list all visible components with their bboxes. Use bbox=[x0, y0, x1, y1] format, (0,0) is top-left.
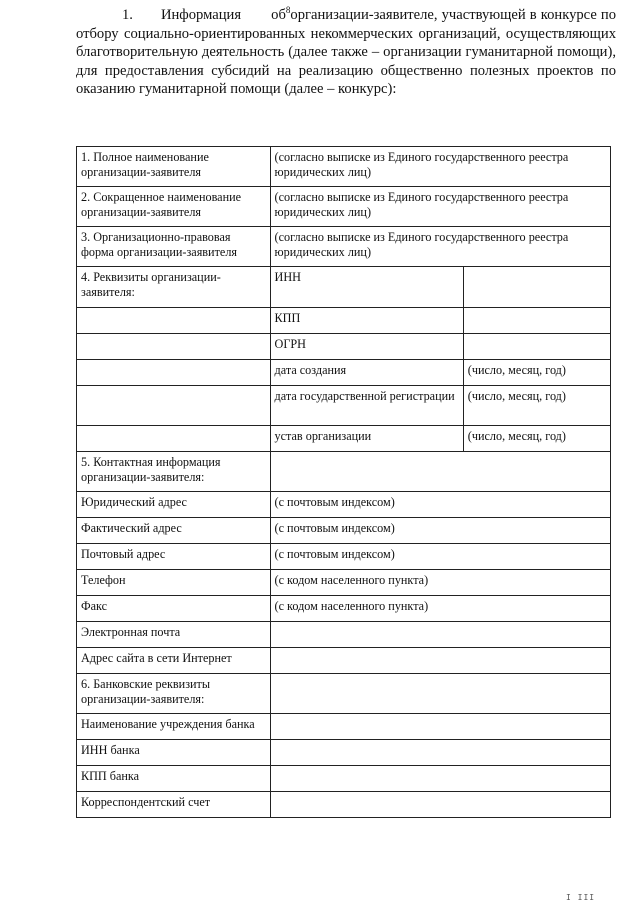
phone-value[interactable]: (с кодом населенного пункта) bbox=[270, 570, 610, 596]
table-row bbox=[77, 570, 611, 596]
corr-account-label: Корреспондентский счет bbox=[77, 792, 271, 818]
bank-inn-label: ИНН банка bbox=[77, 740, 271, 766]
postal-address-label: Почтовый адрес bbox=[77, 544, 271, 570]
table-row bbox=[77, 334, 611, 360]
table-row bbox=[77, 492, 611, 518]
actual-address-value[interactable]: (с почтовым индексом) bbox=[270, 518, 610, 544]
table-row bbox=[77, 267, 611, 308]
charter-date-value[interactable]: (число, месяц, год) bbox=[463, 426, 610, 452]
section-number: 1. bbox=[122, 7, 133, 23]
corr-account-value[interactable] bbox=[270, 792, 610, 818]
phone-label: Телефон bbox=[77, 570, 271, 596]
table-row bbox=[77, 544, 611, 570]
bank-value[interactable] bbox=[270, 674, 610, 714]
requisites-label: 4. Реквизиты организации-заявителя: bbox=[77, 267, 271, 308]
contacts-value[interactable] bbox=[270, 452, 610, 492]
website-value[interactable] bbox=[270, 648, 610, 674]
page-mark: I III bbox=[566, 893, 596, 902]
actual-address-label: Фактический адрес bbox=[77, 518, 271, 544]
table-row bbox=[77, 766, 611, 792]
bank-kpp-value[interactable] bbox=[270, 766, 610, 792]
bank-name-label: Наименование учреждения банка bbox=[77, 714, 271, 740]
legal-form-value[interactable]: (согласно выписке из Единого государственного реестра юридических лиц) bbox=[270, 227, 610, 267]
table-row bbox=[77, 426, 611, 452]
charter-label: устав организации bbox=[270, 426, 463, 452]
table-row bbox=[77, 452, 611, 492]
requisites-empty-cell bbox=[77, 334, 271, 360]
table-row bbox=[77, 648, 611, 674]
table-row bbox=[77, 227, 611, 267]
fax-label: Факс bbox=[77, 596, 271, 622]
short-name-label: 2. Сокращенное наименование организации-заявителя bbox=[77, 187, 271, 227]
bank-inn-value[interactable] bbox=[270, 740, 610, 766]
registration-date-value[interactable]: (число, месяц, год) bbox=[463, 386, 610, 426]
ogrn-label: ОГРН bbox=[270, 334, 463, 360]
requisites-empty-cell bbox=[77, 386, 271, 426]
table-row bbox=[77, 187, 611, 227]
legal-address-value[interactable]: (с почтовым индексом) bbox=[270, 492, 610, 518]
legal-form-label: 3. Организационно-правовая форма организации-заявителя bbox=[77, 227, 271, 267]
postal-address-value[interactable]: (с почтовым индексом) bbox=[270, 544, 610, 570]
table-row bbox=[77, 308, 611, 334]
short-name-value[interactable]: (согласно выписке из Единого государственного реестра юридических лиц) bbox=[270, 187, 610, 227]
table-row bbox=[77, 622, 611, 648]
created-date-value[interactable]: (число, месяц, год) bbox=[463, 360, 610, 386]
table-row bbox=[77, 714, 611, 740]
table-row bbox=[77, 674, 611, 714]
table-row bbox=[77, 596, 611, 622]
created-date-label: дата создания bbox=[270, 360, 463, 386]
contacts-label: 5. Контактная информация организации-заявителя: bbox=[77, 452, 271, 492]
email-value[interactable] bbox=[270, 622, 610, 648]
table-row bbox=[77, 147, 611, 187]
table-row bbox=[77, 360, 611, 386]
table-row bbox=[77, 518, 611, 544]
table-row bbox=[77, 386, 611, 426]
full-name-label: 1. Полное наименование организации-заявителя bbox=[77, 147, 271, 187]
website-label: Адрес сайта в сети Интернет bbox=[77, 648, 271, 674]
table-row bbox=[77, 740, 611, 766]
legal-address-label: Юридический адрес bbox=[77, 492, 271, 518]
ogrn-value[interactable] bbox=[463, 334, 610, 360]
intro-paragraph bbox=[76, 6, 616, 99]
organization-form-table bbox=[76, 146, 611, 818]
kpp-value[interactable] bbox=[463, 308, 610, 334]
intro-word-ob: об bbox=[271, 7, 286, 23]
requisites-empty-cell bbox=[77, 426, 271, 452]
inn-label: ИНН bbox=[270, 267, 463, 308]
fax-value[interactable]: (с кодом населенного пункта) bbox=[270, 596, 610, 622]
email-label: Электронная почта bbox=[77, 622, 271, 648]
bank-label: 6. Банковские реквизиты организации-заявителя: bbox=[77, 674, 271, 714]
bank-name-value[interactable] bbox=[270, 714, 610, 740]
table-row bbox=[77, 792, 611, 818]
intro-text: организации-заявителе, участвующей в конкурсе по отбору социально-ориентированных некоммерческих организаций, осуществляющих благотворительную деятельность (далее также – организации гуманитарной помощи), для предоставления субсидий на реализацию общественно полезных проектов по оказанию гуманитарной помощи (далее – конкурс): bbox=[76, 7, 617, 98]
requisites-empty-cell bbox=[77, 360, 271, 386]
registration-date-label: дата государственной регистрации bbox=[270, 386, 463, 426]
kpp-label: КПП bbox=[270, 308, 463, 334]
inn-value[interactable] bbox=[463, 267, 610, 308]
intro-word-info: Информация bbox=[160, 7, 242, 23]
footnote-marker: 8 bbox=[285, 5, 291, 16]
bank-kpp-label: КПП банка bbox=[77, 766, 271, 792]
requisites-empty-cell bbox=[77, 308, 271, 334]
full-name-value[interactable]: (согласно выписке из Единого государственного реестра юридических лиц) bbox=[270, 147, 610, 187]
